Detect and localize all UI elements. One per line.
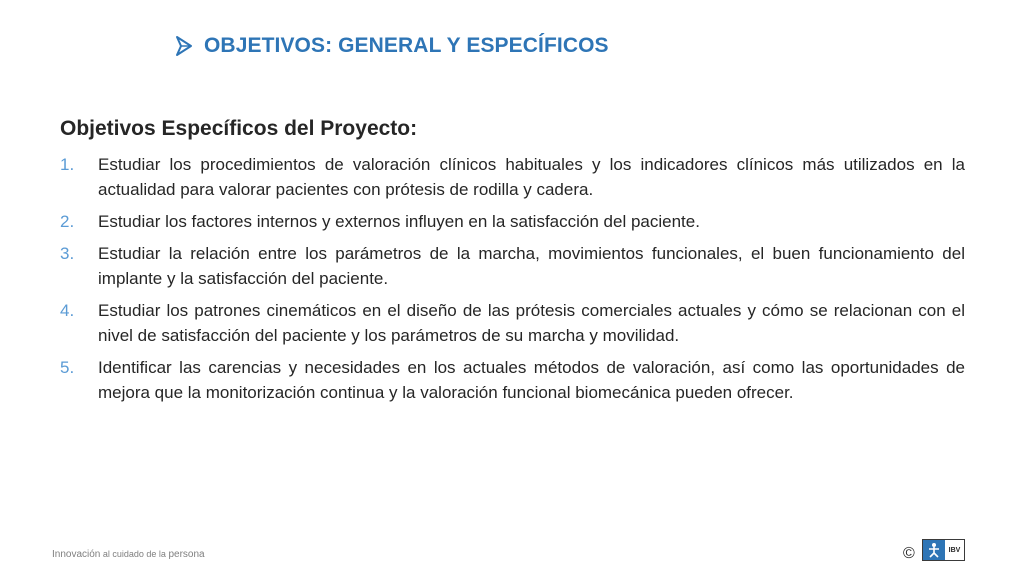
item-number: 3. xyxy=(60,244,75,263)
logo-text: IBV xyxy=(948,546,961,554)
item-number: 4. xyxy=(60,301,75,320)
slide-title: OBJETIVOS: GENERAL Y ESPECÍFICOS xyxy=(204,34,609,57)
ibv-logo xyxy=(922,539,965,561)
item-text: Estudiar los factores internos y externos influyen en la satisfacción del paciente. xyxy=(98,212,700,231)
ibv-figure-icon xyxy=(923,540,945,560)
item-text: Estudiar los procedimientos de valoración clínicos habituales y los indicadores clínicos más utilizados en la actualidad para valorar pacientes con prótesis de rodilla y cadera. xyxy=(98,155,965,199)
tagline-word-persona: persona xyxy=(168,549,205,560)
item-text: Identificar las carencias y necesidades en los actuales métodos de valoración, así como las oportunidades de mejora que la monitorización continua y la valoración funcional biomecánica pueden ofrecer. xyxy=(98,358,965,402)
section-heading: Objetivos Específicos del Proyecto: xyxy=(60,117,418,140)
item-number: 5. xyxy=(60,358,75,377)
footer-tagline xyxy=(52,549,205,560)
item-number: 1. xyxy=(60,155,75,174)
list-item xyxy=(60,355,965,405)
list-item xyxy=(60,209,965,234)
list-item xyxy=(60,298,965,348)
objectives-list xyxy=(60,152,965,412)
tagline-middle: al cuidado de la xyxy=(102,549,166,559)
list-item xyxy=(60,152,965,202)
item-text: Estudiar la relación entre los parámetros de la marcha, movimientos funcionales, el buen funcionamiento del implante y la satisfacción del paciente. xyxy=(98,244,965,288)
item-number: 2. xyxy=(60,212,75,231)
copyright-symbol: © xyxy=(903,545,915,562)
tagline-word-innovation: Innovación xyxy=(52,549,101,560)
slide-header xyxy=(174,34,609,58)
arrowhead-bullet-icon xyxy=(174,35,194,57)
list-item xyxy=(60,241,965,291)
item-text: Estudiar los patrones cinemáticos en el diseño de las prótesis comerciales actuales y cómo se relacionan con el nivel de satisfacción del paciente y los parámetros de su marcha y movilidad. xyxy=(98,301,965,345)
